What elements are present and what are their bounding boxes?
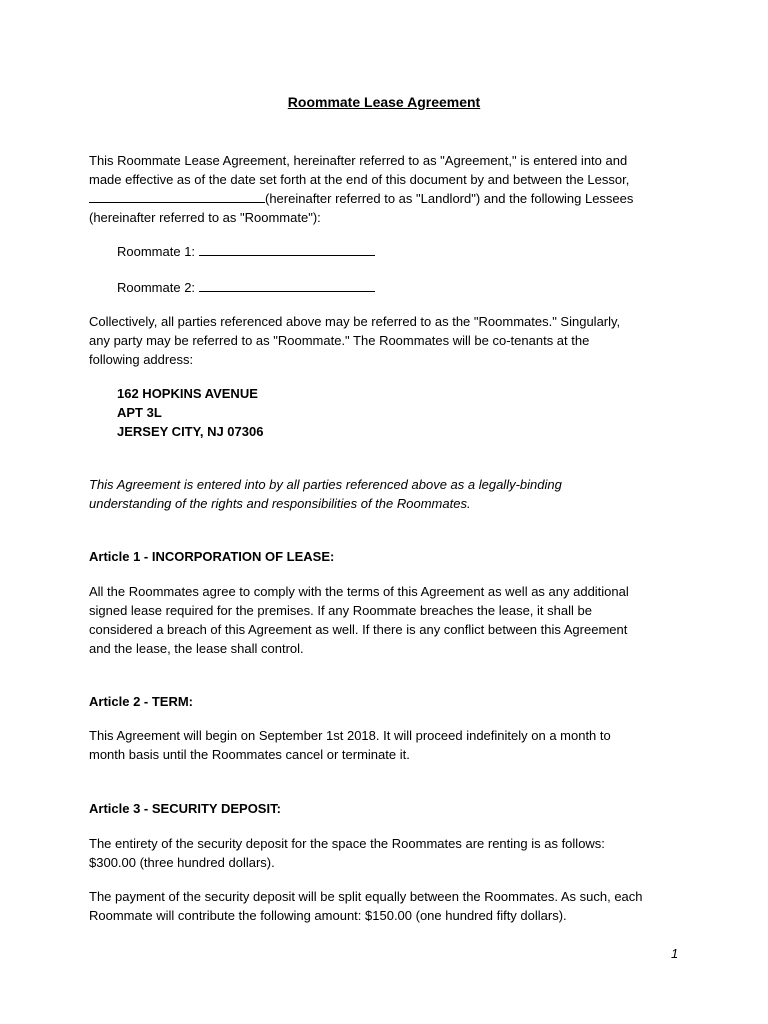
collective-line-3: following address: [89,352,194,367]
article-1-line-1: All the Roommates agree to comply with the terms of this Agreement as well as any additional [89,584,629,599]
article-3-p2-line-2: Roommate will contribute the following amount: $150.00 (one hundred fifty dollars). [89,908,567,923]
article-3-paragraph-2 [89,887,679,925]
page-number: 1 [671,946,679,961]
binding-line-1: This Agreement is entered into by all parties referenced above as a legally-binding [89,477,562,492]
article-2-line-1: This Agreement will begin on September 1st 2018. It will proceed indefinitely on a month to [89,728,611,743]
binding-line-2: understanding of the rights and responsibilities of the Roommates. [89,496,471,511]
roommate-2-blank[interactable] [199,278,375,292]
article-1-line-4: and the lease, the lease shall control. [89,641,304,656]
article-3-p2-line-1: The payment of the security deposit will be split equally between the Roommates. As such, each [89,889,643,904]
intro-line-2: made effective as of the date set forth at the end of this document by and between the Lessor, [89,172,630,187]
document-title: Roommate Lease Agreement [287,94,481,110]
intro-line-3-text: (hereinafter referred to as "Landlord") and the following Lessees [265,191,634,206]
article-3-heading: Article 3 - SECURITY DEPOSIT: [89,801,281,816]
landlord-blank[interactable] [89,189,265,203]
roommate-2-line [117,278,707,297]
address-apt: APT 3L [117,405,162,420]
article-1-body [89,582,679,658]
intro-paragraph [89,151,679,227]
article-3-p1-line-2: $300.00 (three hundred dollars). [89,855,275,870]
intro-line-3 [89,189,679,208]
collective-line-2: any party may be referred to as "Roommate." The Roommates will be co-tenants at the [89,333,590,348]
binding-paragraph [89,475,679,513]
intro-line-4: (hereinafter referred to as "Roommate"): [89,210,321,225]
roommate-2-label: Roommate 2: [117,280,196,295]
article-1-line-2: signed lease required for the premises. If any Roommate breaches the lease, it shall be [89,603,592,618]
article-1-line-3: considered a breach of this Agreement as well. If there is any conflict between this Agreement [89,622,628,637]
roommate-1-blank[interactable] [199,242,375,256]
article-2-body [89,726,679,764]
collective-line-1: Collectively, all parties referenced above may be referred to as the "Roommates." Singularly, [89,314,621,329]
address-street: 162 HOPKINS AVENUE [117,386,258,401]
article-2-heading: Article 2 - TERM: [89,694,194,709]
roommate-1-line [117,242,707,261]
collective-paragraph [89,312,679,369]
address-block [117,384,707,441]
article-1-heading: Article 1 - INCORPORATION OF LEASE: [89,549,335,564]
address-city: JERSEY CITY, NJ 07306 [117,424,264,439]
intro-line-1: This Roommate Lease Agreement, hereinafter referred to as "Agreement," is entered into and [89,153,628,168]
article-3-paragraph-1 [89,834,679,872]
article-3-p1-line-1: The entirety of the security deposit for the space the Roommates are renting is as follows: [89,836,605,851]
roommate-1-label: Roommate 1: [117,244,196,259]
article-2-line-2: month basis until the Roommates cancel or terminate it. [89,747,410,762]
